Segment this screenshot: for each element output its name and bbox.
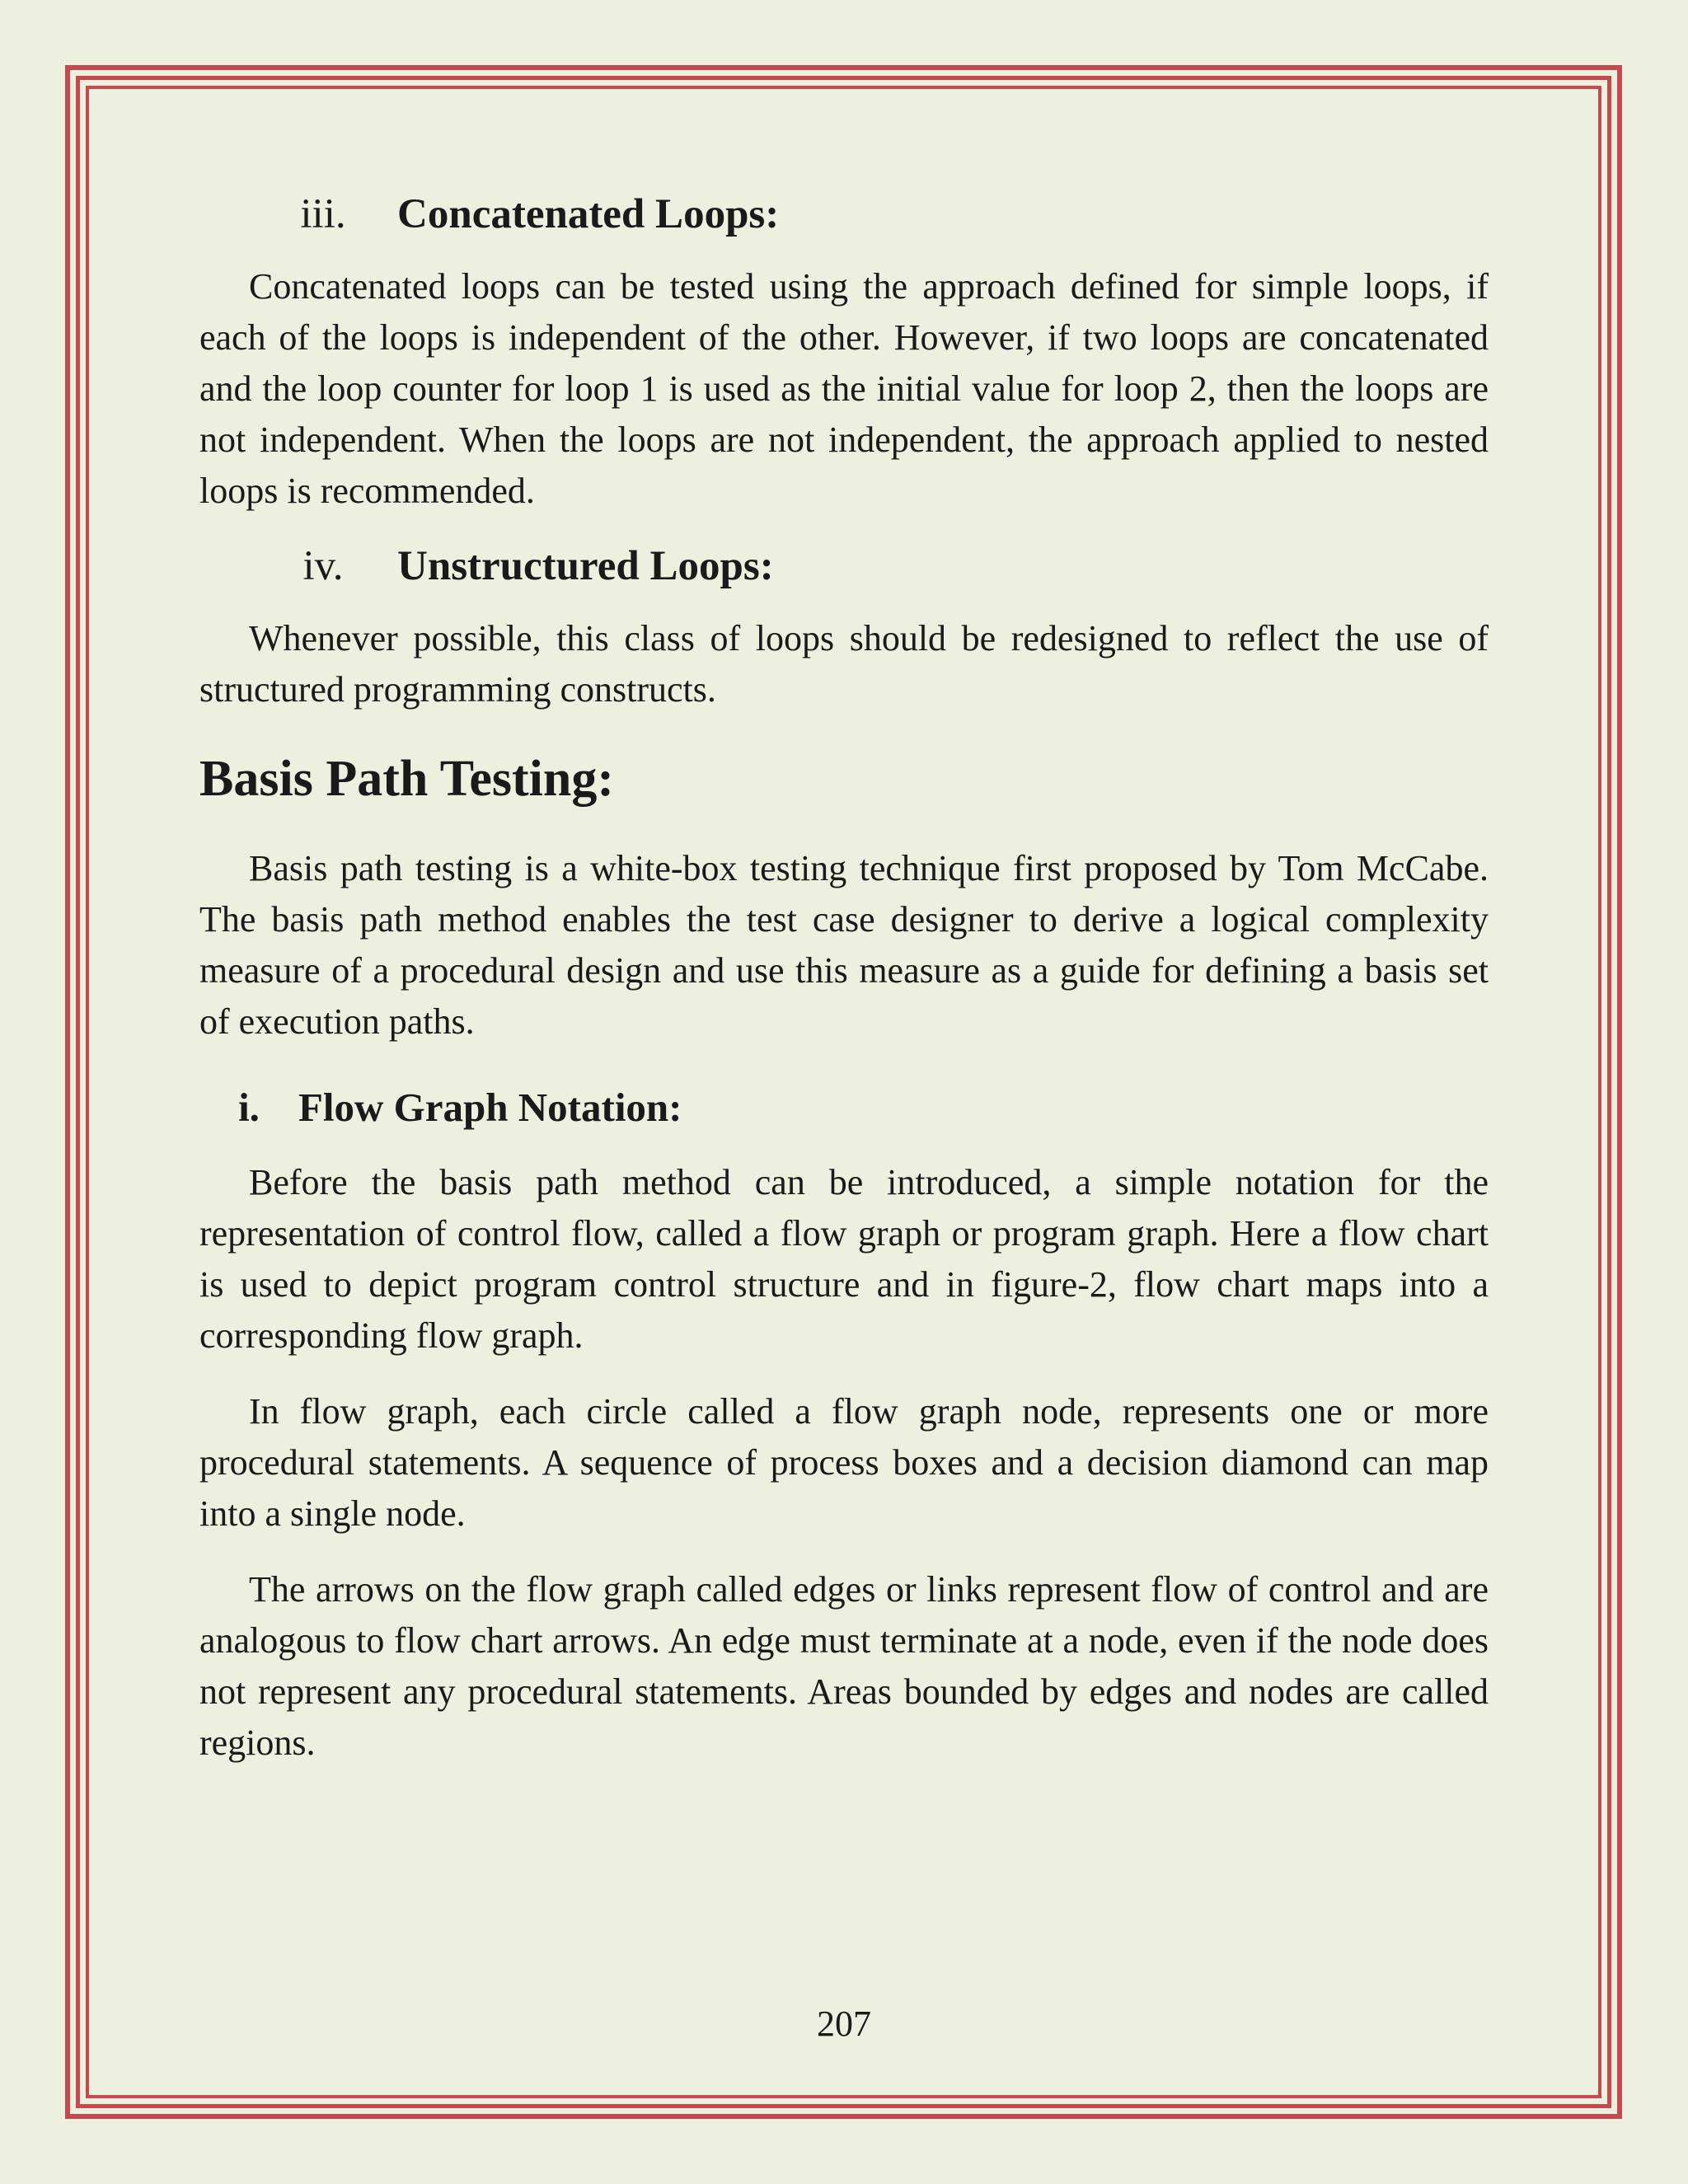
- subsection-numeral: i.: [238, 1084, 260, 1130]
- loop-heading: [199, 190, 1489, 240]
- subsection-paragraph: The arrows on the flow graph called edges or links represent flow of control and are analogous to flow chart arrows. An edge must terminate at a node, even if the node does not represent any procedural statements. Areas bounded by edges and nodes are called regions.: [199, 1568, 1489, 1763]
- subsection-heading: [199, 1084, 1489, 1132]
- loop-item-unstructured: [199, 541, 1489, 715]
- loop-title: Unstructured Loops:: [397, 543, 774, 590]
- subsection-paragraph: Before the basis path method can be introduced, a simple notation for the representation of control flow, called a flow graph or program graph. Here a flow chart is used to depict program control structure and in figure-2, flow chart maps into a corresponding flow graph.: [199, 1161, 1489, 1356]
- loop-item-concatenated: [199, 190, 1489, 517]
- page-content: [199, 190, 1489, 1793]
- loop-paragraph: Whenever possible, this class of loops should be redesigned to reflect the use of structured programming constructs.: [199, 618, 1489, 710]
- section-intro-paragraph: Basis path testing is a white-box testing technique first proposed by Tom McCabe. The basis path method enables the test case designer to derive a logical complexity measure of a procedural design and use this measure as a guide for defining a basis set of execution paths.: [199, 847, 1489, 1042]
- loop-heading: [199, 541, 1489, 592]
- loop-paragraph: Concatenated loops can be tested using the approach defined for simple loops, if each of the loops is independent of the other. However, if two loops are concatenated and the loop counter for loop 1 is used as the initial value for loop 2, then the loops are not independent. When the loops are not independent, the approach applied to nested loops is recommended.: [199, 266, 1489, 512]
- subsection-title: Flow Graph Notation:: [298, 1084, 682, 1130]
- loop-title: Concatenated Loops:: [397, 191, 780, 237]
- subsection-paragraph: In flow graph, each circle called a flow graph node, represents one or more procedural statements. A sequence of process boxes and a decision diamond can map into a single node.: [199, 1390, 1489, 1534]
- page-number: 207: [817, 2004, 871, 2044]
- section-heading: Basis Path Testing:: [199, 751, 615, 808]
- roman-numeral: iv.: [302, 543, 344, 590]
- roman-numeral: iii.: [300, 191, 346, 237]
